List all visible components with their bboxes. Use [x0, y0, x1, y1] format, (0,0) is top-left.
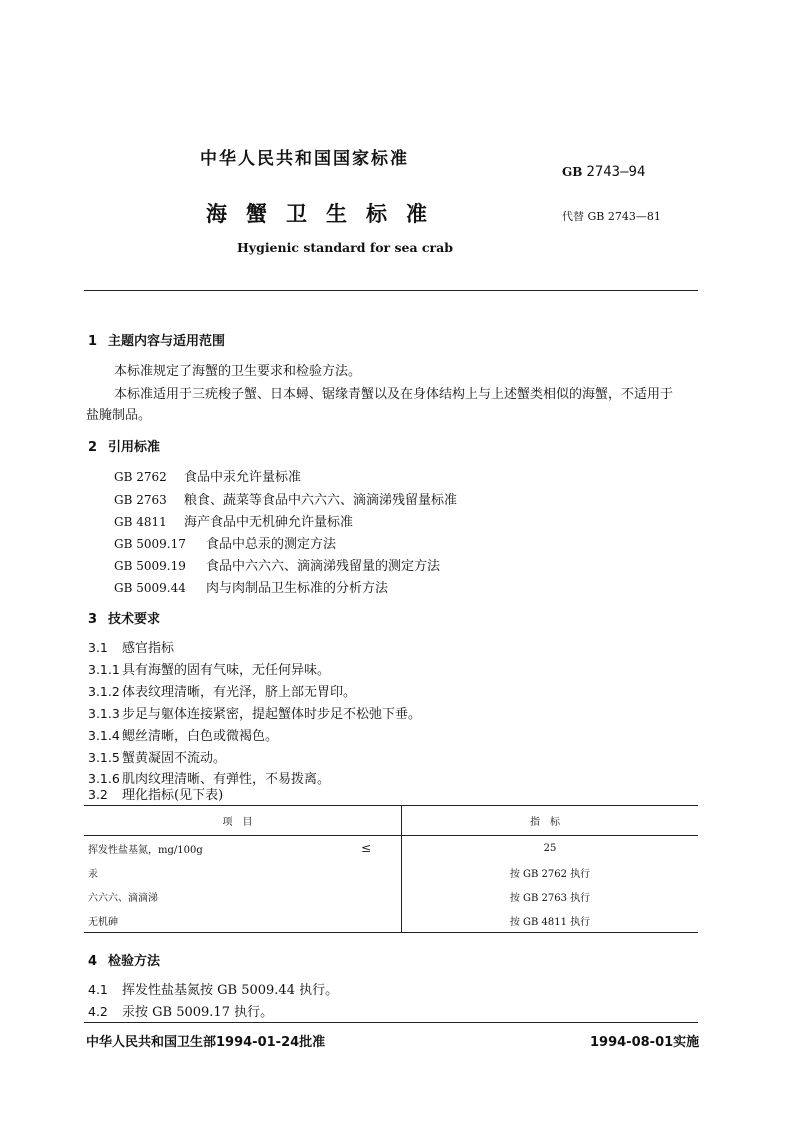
effective-date: 1994-08-01实施: [590, 1035, 700, 1050]
english-title: Hygienic standard for sea crab: [237, 240, 453, 255]
section-1-heading: 1 主题内容与适用范围: [88, 334, 226, 349]
reference-item: GB 5009.17 食品中总汞的测定方法: [114, 537, 337, 552]
approval-line: 中华人民共和国卫生部1994-01-24批准: [86, 1035, 326, 1050]
section-4-heading: 4 检验方法: [88, 954, 161, 969]
table-header-row: [84, 806, 698, 836]
table-cell-value: 按 GB 2763 执行: [509, 892, 591, 904]
country-standard-title: 中华人民共和国国家标准: [200, 149, 409, 169]
reference-item: GB 5009.19 食品中六六六、滴滴涕残留量的测定方法: [114, 559, 441, 574]
reference-item: GB 5009.44 肉与肉制品卫生标准的分析方法: [114, 581, 389, 596]
table-cell-item: 汞: [84, 860, 402, 884]
table-cell-value: 25: [543, 842, 557, 854]
table-cell-item: 挥发性盐基氮，mg/100g ≤: [84, 836, 402, 861]
reference-item: GB 2762 食品中汞允许量标准: [114, 470, 302, 485]
table-cell-item: 六六六、滴滴涕: [84, 884, 402, 908]
table-cell-value: 按 GB 4811 执行: [402, 908, 699, 933]
reference-item: GB 2763 粮食、蔬菜等食品中六六六、滴滴涕残留量标准: [114, 493, 458, 508]
gb-prefix: GB: [562, 165, 583, 179]
clause-4-2: 4.2 汞按 GB 5009.17 执行。: [88, 1004, 274, 1020]
clause-3-2: 3.2 理化指标(见下表): [88, 787, 224, 803]
table-row: [84, 836, 698, 861]
table-row: [84, 908, 698, 933]
table-cell-value: 按 GB 2762 执行: [509, 868, 591, 880]
section-1-para-2-line-1: 本标准适用于三疣梭子蟹、日本蟳、锯缘青蟹以及在身体结构上与上述蟹类相似的海蟹，不适用于: [114, 387, 674, 402]
clause-3-1-5: 3.1.5 蟹黄凝固不流动。: [88, 750, 227, 766]
standard-number-value: 2743—94: [586, 164, 646, 180]
header-divider: [84, 290, 698, 291]
footer-divider: [84, 1022, 698, 1023]
table-header-index: 指标: [402, 806, 699, 836]
replaces-note: 代替 GB 2743—81: [562, 210, 661, 223]
section-2-heading: 2 引用标准: [88, 440, 161, 455]
section-1-para-1: 本标准规定了海蟹的卫生要求和检验方法。: [114, 364, 362, 379]
table-header-item: 项目: [84, 806, 402, 836]
table-row: [84, 884, 698, 908]
document-title: 海蟹卫生标准: [206, 202, 446, 226]
clause-3-1: 3.1 感官指标: [88, 640, 175, 656]
clause-3-1-4: 3.1.4 鳃丝清晰，白色或微褐色。: [88, 728, 279, 744]
section-1-para-2-line-2: 盐腌制品。: [86, 408, 152, 423]
section-3-heading: 3 技术要求: [88, 612, 161, 627]
clause-3-1-1: 3.1.1 具有海蟹的固有气味，无任何异味。: [88, 662, 331, 678]
table-cell-item: 无机砷: [84, 908, 402, 933]
standard-number: [562, 164, 645, 180]
clause-3-1-3: 3.1.3 步足与躯体连接紧密，提起蟹体时步足不松弛下垂。: [88, 706, 422, 722]
reference-item: GB 4811 海产食品中无机砷允许量标准: [114, 515, 354, 530]
clause-4-1: 4.1 挥发性盐基氮按 GB 5009.44 执行。: [88, 982, 339, 998]
less-equal-symbol: ≤: [360, 841, 371, 855]
clause-3-1-2: 3.1.2 体表纹理清晰，有光泽，脐上部无胃印。: [88, 684, 357, 700]
physicochemical-table: [84, 805, 698, 933]
table-row: [84, 860, 698, 884]
clause-3-1-6: 3.1.6 肌肉纹理清晰、有弹性，不易拨离。: [88, 771, 331, 787]
